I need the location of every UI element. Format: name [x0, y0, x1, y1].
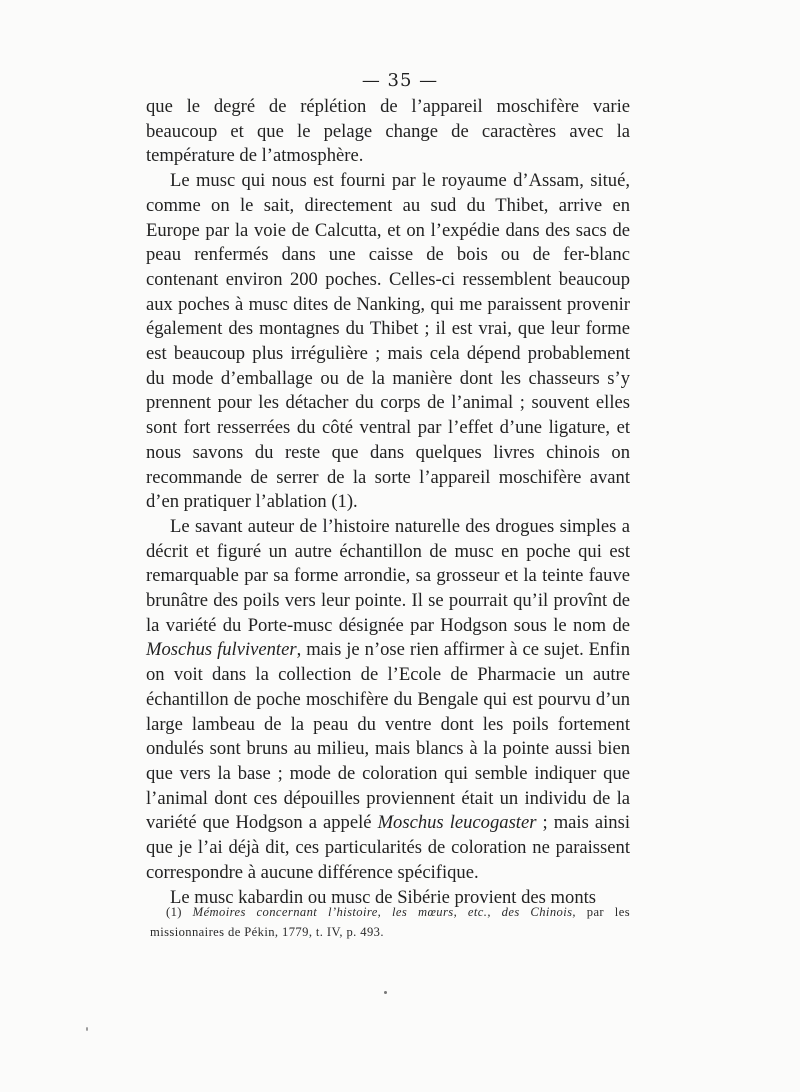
- text-run: Le musc qui nous est fourni par le royaume d’Assam, situé, comme on le sait, directement au sud du Thibet, arrive en Europe par la voie de Calcutta, et on l’expédie dans des sacs de peau renfermés dans une caisse de bois ou de fer-blanc contenant environ 200 poches. Celles-ci ressemblent beaucoup aux poches à musc dites de Nanking, qui me paraissent provenir également des montagnes du Thibet ; il est vrai, que leur forme est beaucoup plus irrégulière ; mais cela dépend probablement du mode d’emballage ou de la manière dont les chasseurs s’y prennent pour les détacher du corps de l’animal ; souvent elles sont fort resserrées du côté ventral par l’effet d’une ligature, et nous savons du reste que dans quelques livres chinois on recommande de serrer de la sorte l’appareil moschifère avant d’en pratiquer l’ablation (1).: [146, 170, 630, 513]
- text-run: Le musc kabardin ou musc de Sibérie provient des monts: [170, 886, 597, 908]
- footnote-text: [150, 902, 630, 942]
- text-run: (1): [166, 905, 193, 919]
- italic-text: Moschus fulviventer: [146, 639, 297, 661]
- text-run: par les missionnaires de Pékin, 1779, t. IV, p. 493.: [150, 905, 630, 939]
- text-run: , mais je n’ose rien affirmer à ce sujet. Enfin on voit dans la collection de l’Ecole de Pharmacie un autre échantillon de poche moschifère du Bengale qui est pourvu d’un large lambeau de la peau du ventre dont les poils fortement ondulés sont bruns au milieu, mais blancs à la pointe aussi bien que vers la base ; mode de coloration qui semble indiquer que l’animal dont ces dépouilles proviennent était un individu de la variété que Hodgson a appelé: [146, 639, 630, 834]
- text-run: ; mais ainsi que je l’ai déjà dit, ces particularités de coloration ne paraissent correspondre à aucune différence spécifique.: [146, 812, 630, 883]
- paragraph: [146, 515, 630, 886]
- paper-speck: [86, 1027, 88, 1031]
- paper-speck: [384, 991, 387, 994]
- italic-text: Mémoires concernant l’histoire, les mœurs, etc., des Chinois,: [192, 905, 576, 919]
- text-run: que le degré de réplétion de l’appareil moschifère varie beaucoup et que le pelage change de caractères avec la température de l’atmosphère.: [146, 96, 630, 167]
- text-run: Le savant auteur de l’histoire naturelle des drogues simples a décrit et figuré un autre échantillon de musc en poche qui est remarquable par sa forme arrondie, sa grosseur et la teinte fauve brunâtre des poils vers leur pointe. Il se pourrait qu’il provînt de la variété du Porte-musc désignée par Hodgson sous le nom de: [146, 515, 630, 636]
- paragraph: [146, 169, 630, 515]
- italic-text: Moschus leucogaster: [377, 812, 537, 834]
- page-number: — 35 —: [361, 70, 439, 91]
- body-text: [146, 95, 630, 910]
- paragraph: [146, 95, 630, 169]
- footnote: [150, 902, 630, 942]
